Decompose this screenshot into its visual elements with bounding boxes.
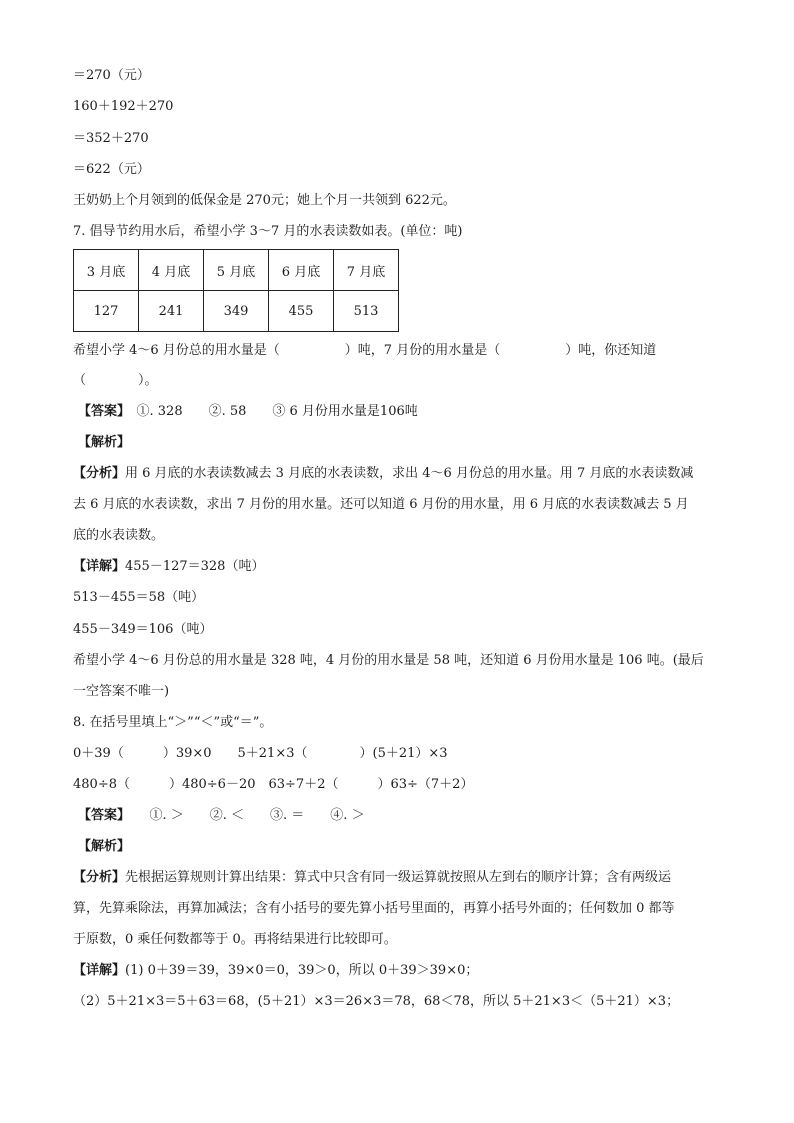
table-cell: 455 bbox=[269, 291, 334, 332]
table-cell: 241 bbox=[139, 291, 204, 332]
table-header-cell: 5 月底 bbox=[204, 250, 269, 291]
answer-text: ①. 328 ②. 58 ③ 6 月份用水量是106吨 bbox=[123, 404, 418, 419]
answer-sentence: 王奶奶上个月领到的低保金是 270元；她上个月一共领到 622元。 bbox=[73, 193, 456, 208]
question-7: 7. 倡导节约用水后，希望小学 3～7 月的水表读数如表。(单位：吨) bbox=[73, 224, 463, 239]
analysis-text: 于原数，0 乘任何数都等于 0。再将结果进行比较即可。 bbox=[73, 932, 397, 947]
table-header-cell: 3 月底 bbox=[74, 250, 139, 291]
detail-text: 一空答案不唯一) bbox=[73, 684, 170, 699]
detail-text: 513－455＝58（吨） bbox=[73, 590, 205, 605]
table-cell: 127 bbox=[74, 291, 139, 332]
answer-text: ①. ＞ ②. ＜ ③. ＝ ④. ＞ bbox=[123, 808, 365, 823]
analysis-subtag: 【分析】 bbox=[73, 466, 126, 481]
table-row bbox=[74, 291, 399, 332]
detail-text: （2）5＋21×3＝5＋63＝68，(5＋21）×3＝26×3＝78，68＜78，所以 5＋21×3＜（5＋21）×3； bbox=[73, 994, 680, 1009]
calc-line: 160＋192＋270 bbox=[73, 99, 174, 114]
analysis-text: 算，先算乘除法，再算加减法；含有小括号的要先算小括号里面的，再算小括号外面的；任何数加 0 都等 bbox=[73, 901, 675, 916]
meter-table bbox=[73, 249, 399, 332]
analysis-text: 去 6 月底的水表读数，求出 7 月份的用水量。还可以知道 6 月份的用水量，用 6 月底的水表读数减去 5 月 bbox=[73, 497, 689, 512]
question-7-text: 希望小学 4～6 月份总的用水量是（ ）吨，7 月份的用水量是（ ）吨，你还知道 bbox=[73, 343, 657, 358]
table-cell: 513 bbox=[334, 291, 399, 332]
question-7-text: （ ）。 bbox=[73, 373, 158, 388]
answer-line bbox=[78, 806, 365, 826]
calc-line: ＝352＋270 bbox=[73, 131, 149, 146]
table-header-row bbox=[74, 250, 399, 291]
question-8: 8. 在括号里填上“＞”“＜”或“＝”。 bbox=[73, 715, 273, 730]
calc-line: ＝622（元） bbox=[73, 162, 150, 177]
detail-text: 455－127＝328（吨） bbox=[125, 559, 265, 574]
calc-line: ＝270（元） bbox=[73, 68, 150, 83]
detail-tag: 【详解】 bbox=[73, 963, 126, 978]
analysis-text: 用 6 月底的水表读数减去 3 月底的水表读数，求出 4～6 月份总的用水量。用 7 月底的水表读数减 bbox=[125, 466, 694, 481]
detail-line bbox=[73, 961, 478, 981]
answer-line bbox=[78, 402, 418, 422]
question-8-expr: 0＋39（ ）39×0 5＋21×3（ ）(5＋21）×3 bbox=[73, 746, 448, 761]
answer-tag: 【答案】 bbox=[78, 808, 124, 823]
detail-line bbox=[73, 557, 264, 577]
table-header-cell: 4 月底 bbox=[139, 250, 204, 291]
analysis-tag: 【解析】 bbox=[78, 839, 131, 854]
analysis-text: 先根据运算规则计算出结果：算式中只含有同一级运算就按照从左到右的顺序计算；含有两级运 bbox=[125, 870, 672, 885]
analysis-line bbox=[73, 464, 693, 484]
analysis-subtag: 【分析】 bbox=[73, 870, 126, 885]
table-header-cell: 6 月底 bbox=[269, 250, 334, 291]
detail-text: 希望小学 4～6 月份总的用水量是 328 吨，4 月份的用水量是 58 吨，还知道 6 月份用水量是 106 吨。(最后 bbox=[73, 653, 704, 668]
answer-tag: 【答案】 bbox=[78, 404, 124, 419]
analysis-tag: 【解析】 bbox=[78, 435, 131, 450]
detail-text: (1) 0＋39＝39，39×0＝0，39＞0，所以 0＋39＞39×0； bbox=[125, 963, 479, 978]
analysis-line bbox=[73, 868, 671, 888]
table-header-cell: 7 月底 bbox=[334, 250, 399, 291]
table-cell: 349 bbox=[204, 291, 269, 332]
analysis-text: 底的水表读数。 bbox=[73, 528, 165, 543]
question-8-expr: 480÷8（ ）480÷6－20 63÷7＋2（ ）63÷（7＋2） bbox=[73, 777, 474, 792]
detail-text: 455－349＝106（吨） bbox=[73, 622, 213, 637]
detail-tag: 【详解】 bbox=[73, 559, 126, 574]
